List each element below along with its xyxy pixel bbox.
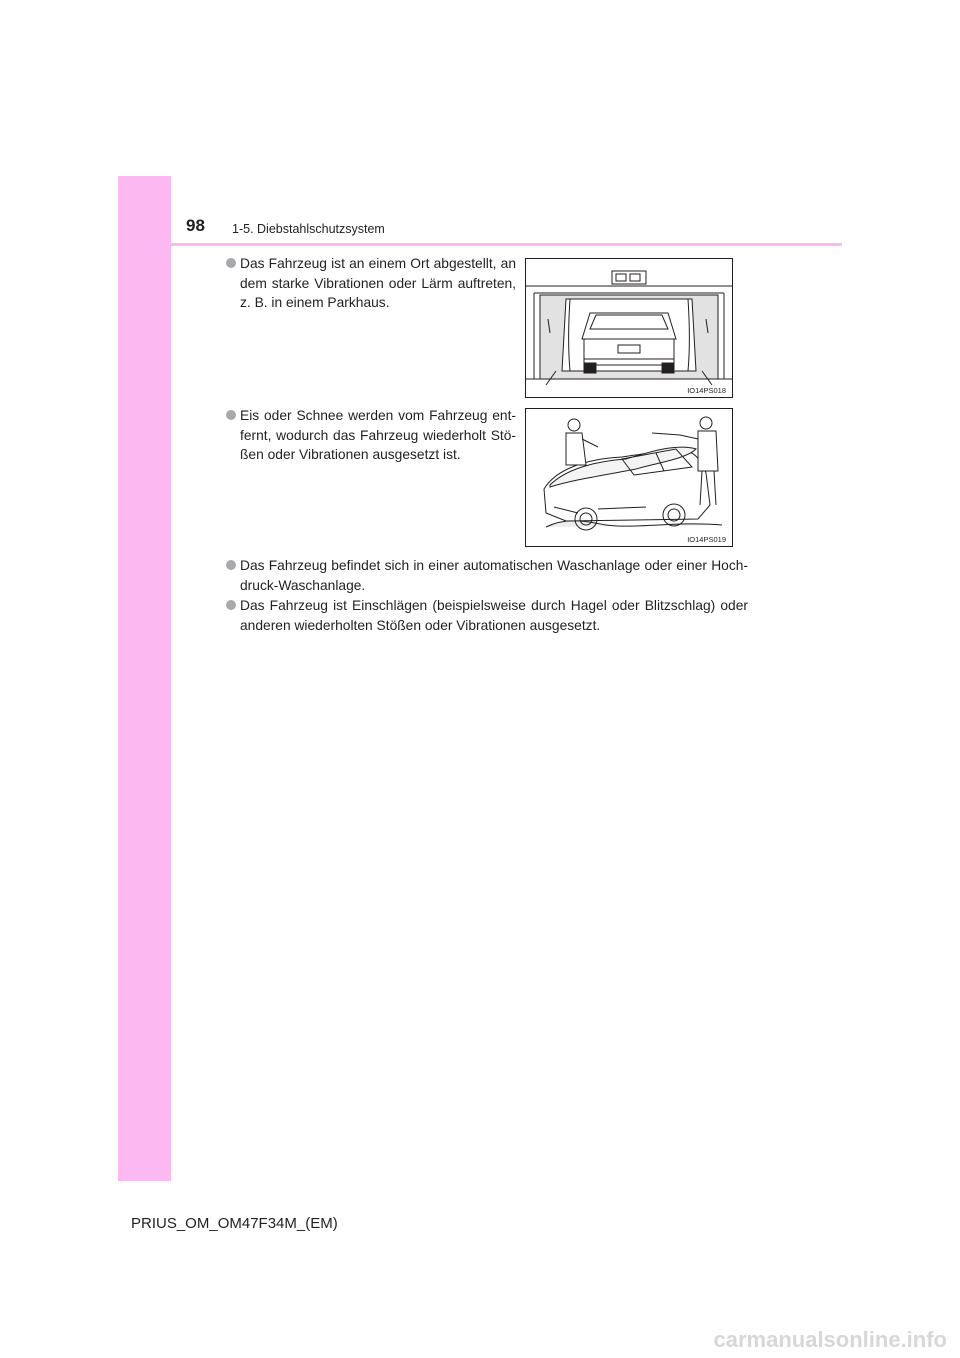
bullet-dot-icon <box>226 600 236 610</box>
side-color-band <box>118 176 171 1181</box>
figure-car-wash <box>525 258 733 398</box>
bullet-text: Das Fahrzeug ist an einem Ort abgestellt, an dem starke Vibrationen oder Lärm auftreten, z. B. in einem Parkhaus. <box>240 256 516 310</box>
bullet-text: Das Fahrzeug befindet sich in einer automatischen Waschanlage oder einer Hoch-druck-Waschanlage. <box>240 558 748 593</box>
figure-snow-removal <box>525 408 733 547</box>
section-title: 1-5. Diebstahlschutzsystem <box>232 222 385 236</box>
snow-removal-illustration <box>526 409 732 546</box>
page-number: 98 <box>186 216 205 235</box>
bullet-text: Das Fahrzeug ist Einschlägen (beispielsweise durch Hagel oder Blitzschlag) oder anderen wiederholten Stößen oder Vibrationen ausgesetzt. <box>240 598 748 633</box>
bullet-item <box>226 254 516 313</box>
bullet-text: Eis oder Schnee werden vom Fahrzeug ent-fernt, wodurch das Fahrzeug wiederholt Stö-ßen oder Vibrationen ausgesetzt ist. <box>240 408 516 462</box>
bullet-dot-icon <box>226 410 236 420</box>
watermark: carmanualsonline.info <box>713 1327 947 1352</box>
bullet-dot-icon <box>226 560 236 570</box>
header-rule <box>118 243 842 246</box>
bullet-item <box>226 596 748 635</box>
figure-code: IO14PS019 <box>687 535 726 544</box>
bullet-item <box>226 556 748 595</box>
figure-code: IO14PS018 <box>687 386 726 395</box>
footer-doc-id: PRIUS_OM_OM47F34M_(EM) <box>131 1215 338 1232</box>
car-in-wash-tunnel-illustration <box>526 259 732 397</box>
bullet-item <box>226 406 516 465</box>
bullet-dot-icon <box>226 258 236 268</box>
